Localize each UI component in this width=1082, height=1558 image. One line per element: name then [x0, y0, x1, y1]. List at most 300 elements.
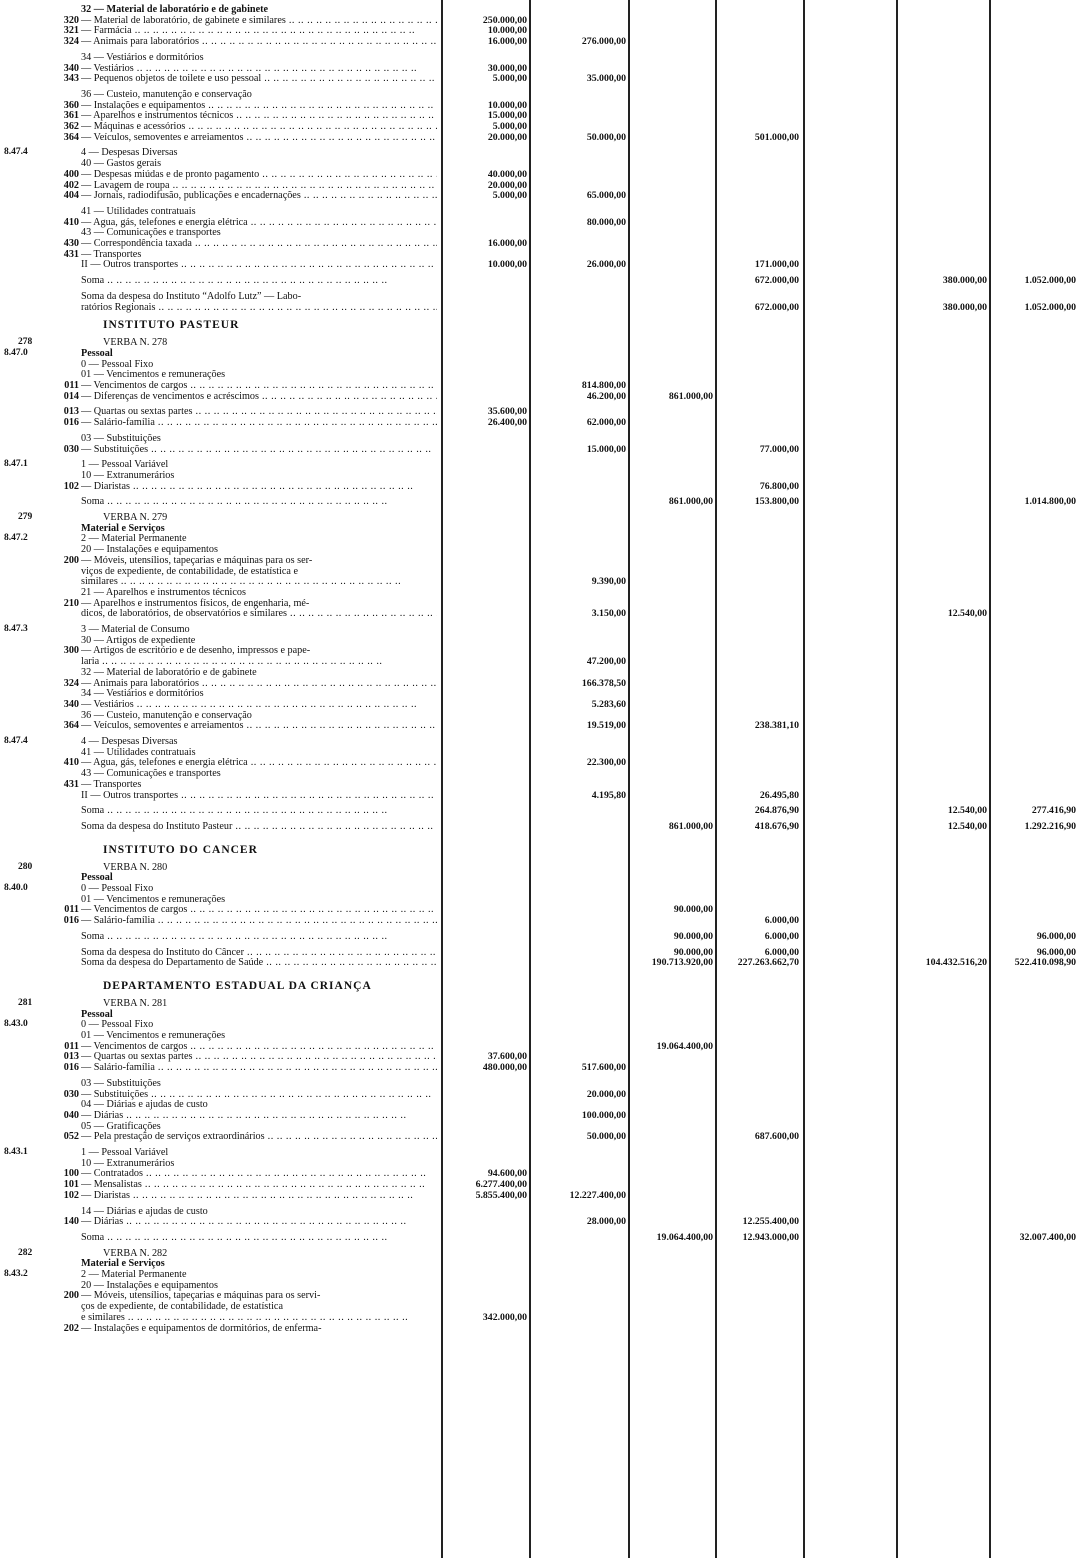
item-description: — Agua, gás, telefones e energia elétrica .. .. [81, 757, 437, 768]
item-code: 011 [64, 904, 79, 916]
amount-c6: 104.432.516,20 [925, 957, 987, 969]
amount-c2: 65.000,00 [586, 190, 626, 202]
item-description: Pessoal [81, 872, 113, 884]
item-description: — Artigos de escritório e de desenho, impressos e pape- [81, 645, 311, 657]
ledger-row [0, 147, 1082, 158]
amount-c1: 15.000,00 [487, 110, 527, 122]
item-description: 01 — Vencimentos e remunerações [81, 1030, 226, 1041]
ledger-row [0, 678, 1082, 689]
amount-c1: 40.000,00 [487, 168, 527, 180]
ledger-row [0, 110, 1082, 121]
amount-c4: 6.000,00 [764, 946, 799, 958]
ledger-row [0, 1019, 1082, 1030]
column-rule [529, 0, 531, 1558]
ledger-row [0, 15, 1082, 26]
item-description: 2 — Material Permanente [81, 533, 187, 545]
amount-c4: 12.255.400,00 [742, 1216, 799, 1228]
item-description: Material e Serviços [81, 522, 165, 534]
item-description: — Quartas ou sextas partes .. .. [81, 406, 437, 417]
rubric-code: 8.47.4 [4, 147, 28, 158]
amount-c2: 50.000,00 [586, 1131, 626, 1143]
amount-c1: 342.000,00 [482, 1311, 527, 1323]
item-description: 03 — Substituições [81, 432, 161, 444]
ledger-row [0, 249, 1082, 260]
ledger-row [0, 1216, 1082, 1227]
ledger-row [0, 217, 1082, 228]
ledger-row [0, 904, 1082, 915]
ledger-row [0, 656, 1082, 667]
item-description: Soma da despesa do Instituto do Câncer .. .. [81, 947, 437, 958]
amount-c7: 1.052.000,00 [1024, 275, 1076, 287]
item-description: dicos, de laboratórios, de observatórios e similares .. .. [81, 608, 437, 619]
ledger-row [0, 121, 1082, 132]
rubric-code: 8.47.0 [4, 347, 28, 358]
amount-c2: 814.800,00 [581, 380, 626, 391]
ledger-row [0, 1147, 1082, 1158]
amount-c6: 12.540,00 [947, 608, 987, 620]
amount-c2: 47.200,00 [586, 656, 626, 668]
ledger-row [0, 747, 1082, 758]
ledger-row [0, 100, 1082, 111]
amount-c2: 80.000,00 [586, 216, 626, 228]
rubric-code: 8.47.2 [4, 533, 28, 544]
item-code: 101 [63, 1179, 79, 1191]
amount-c1: 35.600,00 [487, 406, 527, 418]
ledger-row [0, 533, 1082, 544]
item-description: 0 — Pessoal Fixo [81, 1019, 154, 1031]
item-description: 05 — Gratificações [81, 1120, 161, 1132]
item-description: — Salário-família .. .. [81, 417, 437, 428]
amount-c1: 5.000,00 [492, 121, 527, 132]
item-description: 32 — Material de laboratório e de gabinete [81, 666, 257, 678]
amount-c3: 190.713.920,00 [651, 957, 713, 969]
item-description: VERBA N. 280 [103, 861, 168, 873]
item-description: — Aparelhos e instrumentos técnicos .. .. [81, 110, 437, 121]
ledger-row [0, 206, 1082, 217]
item-code: 324 [63, 677, 79, 689]
item-code: 400 [63, 168, 79, 180]
rubric-code: 8.43.1 [4, 1147, 28, 1157]
amount-c1: 37.600,00 [487, 1051, 527, 1063]
ledger-row [0, 544, 1082, 555]
ledger-row [0, 4, 1082, 15]
item-code: 431 [63, 248, 79, 260]
rubric-code: 8.47.1 [4, 459, 28, 470]
ledger-row [0, 555, 1082, 566]
item-description: viços de expediente, de contabilidade, de estatística e [81, 565, 298, 577]
amount-c7: 277.416,90 [1031, 805, 1076, 817]
ledger-row [0, 790, 1082, 801]
ledger-row [0, 1051, 1082, 1062]
item-description: laria .. .. [81, 656, 437, 667]
item-code: 016 [63, 1062, 79, 1074]
item-description: 10 — Extranumerários [81, 469, 175, 481]
item-description: 30 — Artigos de expediente [81, 634, 196, 646]
item-code: 430 [63, 238, 79, 249]
ledger-row [0, 1179, 1082, 1190]
amount-c7: 1.014.800,00 [1024, 496, 1076, 508]
ledger-row [0, 158, 1082, 169]
item-description: — Diaristas .. .. [81, 1190, 437, 1201]
ledger-row [0, 1323, 1082, 1334]
amount-c4: 501.000,00 [754, 131, 799, 143]
ledger-row [0, 132, 1082, 143]
item-description: 01 — Vencimentos e remunerações [81, 369, 226, 381]
item-code: 364 [63, 720, 79, 732]
item-description: 40 — Gastos gerais [81, 158, 162, 170]
ledger-row [0, 433, 1082, 444]
amount-c4: 672.000,00 [754, 275, 799, 287]
item-description: — Correspondência taxada .. .. [81, 238, 437, 249]
amount-c1: 5.000,00 [492, 190, 527, 202]
item-description: — Vencimentos de cargos .. .. [81, 904, 437, 915]
item-description: 41 — Utilidades contratuais [81, 746, 196, 758]
column-rule [803, 0, 805, 1558]
item-description: — Salário-família .. .. [81, 915, 437, 926]
item-code: 340 [63, 698, 79, 710]
amount-c2: 62.000,00 [586, 417, 626, 429]
amount-c1: 94.600,00 [487, 1168, 527, 1180]
item-description: 34 — Vestiários e dormitórios [81, 51, 204, 63]
amount-c1: 20.000,00 [487, 131, 527, 143]
item-description: — Agua, gás, telefones e energia elétrica .. .. [81, 217, 437, 228]
ledger-row [0, 1269, 1082, 1280]
ledger-row [0, 523, 1082, 534]
item-description: — Vestiários .. .. [81, 699, 437, 710]
item-description: — Substituições .. .. [81, 1089, 437, 1100]
item-description: — Instalações e equipamentos de dormitórios, de enferma- [81, 1322, 322, 1334]
item-description: Soma .. .. [81, 805, 437, 816]
amount-c1: 16.000,00 [487, 238, 527, 249]
ledger-row [0, 635, 1082, 646]
ledger-row [0, 1121, 1082, 1132]
item-description: 36 — Custeio, manutenção e conservação [81, 88, 252, 100]
ledger-row [0, 1190, 1082, 1201]
ledger-row [0, 1089, 1082, 1100]
column-rule [628, 0, 630, 1558]
ledger-row [0, 52, 1082, 63]
rubric-code: 8.43.0 [4, 1019, 28, 1030]
amount-c7: 96.000,00 [1036, 930, 1076, 942]
item-description: VERBA N. 279 [103, 512, 168, 523]
item-description: 20 — Instalações e equipamentos [81, 1279, 218, 1291]
amount-c7: 32.007.400,00 [1019, 1231, 1076, 1243]
item-description: 34 — Vestiários e dormitórios [81, 688, 204, 700]
amount-c4: 227.263.662,70 [737, 957, 799, 969]
item-code: 431 [63, 778, 79, 790]
item-description: 14 — Diárias e ajudas de custo [81, 1205, 208, 1217]
item-description: — Substituições .. .. [81, 444, 437, 455]
item-description: — Pequenos objetos de toilete e uso pessoal .. .. [81, 73, 437, 84]
item-description: — Vencimentos de cargos .. .. [81, 380, 437, 391]
item-code: 200 [63, 1290, 79, 1302]
section-heading: INSTITUTO PASTEUR [103, 319, 240, 332]
amount-c4: 687.600,00 [754, 1131, 799, 1143]
item-description: — Pela prestação de serviços extraordinários .. .. [81, 1131, 437, 1142]
item-code: 324 [63, 36, 79, 48]
ledger-row [0, 337, 1082, 348]
ledger-row [0, 1280, 1082, 1291]
item-description: Soma .. .. [81, 275, 437, 286]
ledger-row [0, 931, 1082, 942]
ledger-row [0, 699, 1082, 710]
item-description: — Veículos, semoventes e arreiamentos .. .. [81, 132, 437, 143]
amount-c4: 76.800,00 [759, 480, 799, 492]
item-description: 1 — Pessoal Variável [81, 459, 169, 471]
amount-c1: 30.000,00 [487, 62, 527, 74]
item-description: 1 — Pessoal Variável [81, 1147, 169, 1158]
item-description: — Móveis, utensílios, tapeçarias e máquinas para os ser- [81, 554, 313, 566]
item-code: 361 [63, 110, 79, 122]
item-code: 402 [63, 179, 79, 191]
item-description: Pessoal [81, 1008, 113, 1020]
item-code: 100 [63, 1168, 79, 1180]
item-description: — Diaristas .. .. [81, 481, 437, 492]
amount-c4: 418.676,90 [754, 820, 799, 832]
ledger-row [0, 821, 1082, 832]
ledger-row [0, 883, 1082, 894]
item-description: — Transportes [81, 248, 142, 260]
item-description: 20 — Instalações e equipamentos [81, 544, 218, 556]
item-code: 362 [63, 121, 79, 132]
ledger-row [0, 1290, 1082, 1301]
ledger-row [0, 444, 1082, 455]
item-description: 0 — Pessoal Fixo [81, 358, 154, 370]
ledger-row [0, 1168, 1082, 1179]
item-code: 040 [63, 1109, 79, 1121]
item-description: — Despesas miúdas e de pronto pagamento .. .. [81, 169, 437, 180]
section-heading: INSTITUTO DO CANCER [103, 843, 258, 856]
item-code: 102 [63, 480, 79, 492]
item-description: 32 — Material de laboratório e de gabinete [81, 4, 269, 15]
item-code: 052 [63, 1131, 79, 1143]
amount-c1: 6.277.400,00 [475, 1179, 527, 1191]
amount-c1: 250.000,00 [482, 14, 527, 26]
ledger-row [0, 576, 1082, 587]
item-description: — Contratados .. .. [81, 1168, 437, 1179]
amount-c3: 19.064.400,00 [656, 1040, 713, 1052]
amount-c2: 276.000,00 [581, 36, 626, 48]
item-description: Soma .. .. [81, 1232, 437, 1243]
item-code: 011 [64, 380, 79, 391]
amount-c4: 171.000,00 [754, 259, 799, 271]
item-code: 321 [63, 25, 79, 37]
ledger-row [0, 391, 1082, 402]
ledger-row [0, 406, 1082, 417]
item-code: 404 [63, 190, 79, 202]
amount-c2: 19.519,00 [586, 720, 626, 732]
verba-number: 281 [18, 997, 33, 1008]
item-code: 202 [63, 1322, 79, 1334]
ledger-row [0, 757, 1082, 768]
amount-c2: 28.000,00 [586, 1216, 626, 1228]
amount-c2: 12.227.400,00 [569, 1189, 626, 1201]
amount-c6: 380.000,00 [942, 275, 987, 287]
amount-c3: 861.000,00 [668, 390, 713, 402]
item-code: 360 [63, 99, 79, 111]
ledger-row [0, 872, 1082, 883]
ledger-row [0, 25, 1082, 36]
amount-c2: 46.200,00 [586, 390, 626, 402]
amount-c2: 166.378,50 [581, 677, 626, 689]
ledger-row [0, 736, 1082, 747]
amount-c6: 12.540,00 [947, 805, 987, 817]
amount-c6: 380.000,00 [942, 301, 987, 313]
ledger-row [0, 862, 1082, 873]
amount-c3: 861.000,00 [668, 496, 713, 508]
ledger-row [0, 470, 1082, 481]
item-code: 102 [63, 1189, 79, 1201]
amount-c4: 672.000,00 [754, 301, 799, 313]
item-description: Soma da despesa do Instituto “Adolfo Lutz” — Labo- [81, 290, 302, 302]
amount-c4: 264.876,90 [754, 805, 799, 817]
ledger-row [0, 359, 1082, 370]
amount-c3: 90.000,00 [673, 930, 713, 942]
ledger-row [0, 1232, 1082, 1243]
item-description: 36 — Custeio, manutenção e conservação [81, 709, 252, 721]
verba-number: 280 [18, 861, 33, 872]
item-code: 030 [63, 1088, 79, 1100]
item-code: 343 [63, 73, 79, 85]
ledger-row [0, 291, 1082, 302]
column-rule [896, 0, 898, 1558]
item-description: — Diárias .. .. [81, 1216, 437, 1227]
item-description: — Máquinas e acessórios .. .. [81, 121, 437, 132]
item-description: 0 — Pessoal Fixo [81, 883, 154, 894]
item-code: 016 [63, 417, 79, 429]
item-code: 030 [63, 443, 79, 455]
item-description: II — Outros transportes .. .. [81, 790, 437, 801]
ledger-row [0, 688, 1082, 699]
ledger-row [0, 1258, 1082, 1269]
amount-c2: 3.150,00 [591, 608, 626, 620]
amount-c1: 10.000,00 [487, 25, 527, 37]
item-description: 4 — Despesas Diversas [81, 736, 178, 747]
amount-c4: 238.381,10 [754, 720, 799, 732]
item-code: 011 [64, 1040, 79, 1052]
item-description: — Salário-família .. .. [81, 1062, 437, 1073]
ledger-row [0, 998, 1082, 1009]
amount-c2: 5.283,60 [591, 698, 626, 710]
ledger-row [0, 1041, 1082, 1052]
ledger-row [0, 667, 1082, 678]
ledger-row [0, 1158, 1082, 1169]
amount-c3: 90.000,00 [673, 946, 713, 958]
item-description: II — Outros transportes .. .. [81, 259, 437, 270]
ledger-row [0, 768, 1082, 779]
amount-c4: 77.000,00 [759, 443, 799, 455]
item-code: 014 [63, 390, 79, 402]
amount-c1: 5.000,00 [492, 73, 527, 85]
amount-c2: 22.300,00 [586, 757, 626, 769]
item-description: 43 — Comunicações e transportes [81, 768, 221, 780]
ledger-row [0, 512, 1082, 523]
ledger-row [0, 894, 1082, 905]
item-description: VERBA N. 281 [103, 997, 168, 1009]
item-description: 3 — Material de Consumo [81, 624, 190, 635]
amount-c1: 480.000,00 [482, 1062, 527, 1074]
item-description: — Mensalistas .. .. [81, 1179, 437, 1190]
item-description: Material e Serviços [81, 1258, 165, 1270]
ledger-row [0, 180, 1082, 191]
item-description: — Vencimentos de cargos .. .. [81, 1041, 437, 1052]
item-code: 210 [63, 597, 79, 609]
rubric-code: 8.40.0 [4, 883, 28, 893]
ledger-row [0, 1062, 1082, 1073]
rubric-code: 8.47.3 [4, 624, 28, 634]
amount-c2: 20.000,00 [586, 1088, 626, 1100]
item-code: 300 [63, 645, 79, 657]
ledger-row [0, 1301, 1082, 1312]
amount-c2: 9.390,00 [591, 576, 626, 588]
amount-c4: 6.000,00 [764, 915, 799, 927]
ledger-row [0, 417, 1082, 428]
amount-c2: 100.000,00 [581, 1109, 626, 1121]
item-code: 013 [63, 1051, 79, 1063]
amount-c2: 26.000,00 [586, 259, 626, 271]
item-description: — Jornais, radiodifusão, publicações e encadernações .. .. [81, 190, 437, 201]
amount-c7: 1.292.216,90 [1024, 820, 1076, 832]
item-description: ratórios Regionais .. .. [81, 302, 437, 313]
item-description: — Lavagem de roupa .. .. [81, 180, 437, 191]
amount-c1: 20.000,00 [487, 179, 527, 191]
item-description: — Móveis, utensílios, tapeçarias e máquinas para os servi- [81, 1290, 321, 1302]
item-description: VERBA N. 278 [103, 337, 168, 349]
item-code: 410 [63, 757, 79, 769]
item-description: Soma .. .. [81, 931, 437, 942]
amount-c4: 6.000,00 [764, 930, 799, 942]
amount-c1: 10.000,00 [487, 259, 527, 271]
ledger-row [0, 348, 1082, 359]
verba-number: 282 [18, 1247, 33, 1258]
item-description: 43 — Comunicações e transportes [81, 227, 221, 239]
item-description: VERBA N. 282 [103, 1247, 168, 1259]
ledger-row [0, 63, 1082, 74]
ledger-row [0, 624, 1082, 635]
item-description: 21 — Aparelhos e instrumentos técnicos [81, 586, 246, 598]
ledger-row [0, 645, 1082, 656]
item-code: 364 [63, 131, 79, 143]
ledger-row [0, 779, 1082, 790]
amount-c1: 5.855.400,00 [475, 1189, 527, 1201]
ledger-row [0, 805, 1082, 816]
item-description: e similares .. .. [81, 1312, 437, 1323]
item-code: 340 [63, 62, 79, 74]
amount-c7: 522.410.098,90 [1014, 957, 1076, 969]
amount-c1: 10.000,00 [487, 99, 527, 111]
item-description: — Material de laboratório, de gabinete e similares .. .. [81, 15, 437, 26]
ledger-row [0, 259, 1082, 270]
ledger-row [0, 459, 1082, 470]
amount-c1: 16.000,00 [487, 36, 527, 48]
amount-c7: 96.000,00 [1036, 946, 1076, 958]
ledger-row [0, 566, 1082, 577]
column-rule [441, 0, 443, 1558]
ledger-row [0, 598, 1082, 609]
item-description: similares .. .. [81, 576, 437, 587]
section-heading: DEPARTAMENTO ESTADUAL DA CRIANÇA [103, 979, 372, 992]
item-description: — Aparelhos e instrumentos físicos, de engenharia, mé- [81, 597, 310, 609]
ledger-row [0, 227, 1082, 238]
column-rule [715, 0, 717, 1558]
item-description: ços de expediente, de contabilidade, de estatística [81, 1301, 283, 1313]
item-description: Soma da despesa do Departamento de Saúde .. .. [81, 957, 437, 968]
amount-c7: 1.052.000,00 [1024, 301, 1076, 313]
item-description: 2 — Material Permanente [81, 1269, 187, 1280]
amount-c1: 26.400,00 [487, 417, 527, 429]
ledger-row [0, 481, 1082, 492]
item-description: — Diferenças de vencimentos e acréscimos .. .. [81, 391, 437, 402]
